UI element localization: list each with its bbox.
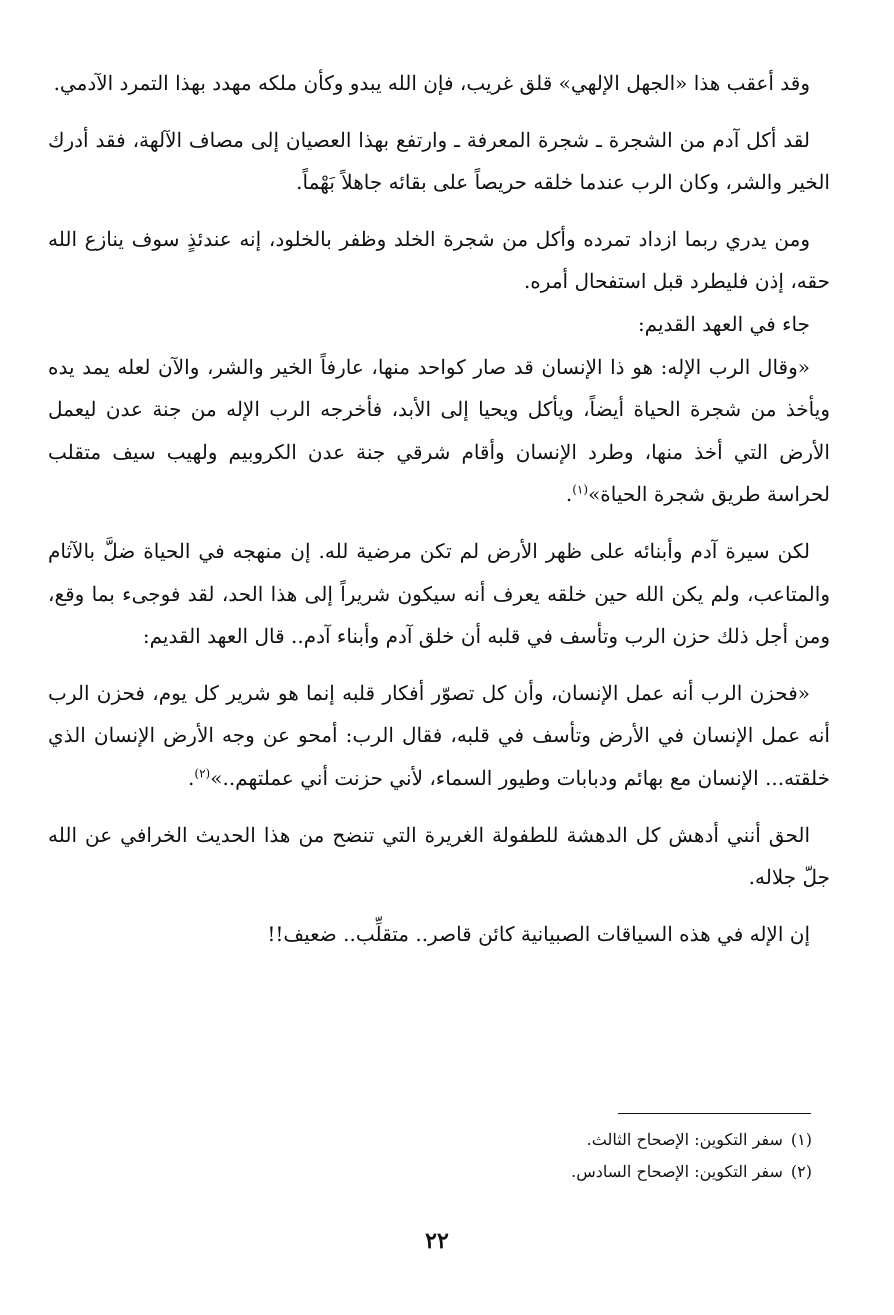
paragraph-4 [48,530,830,658]
paragraph-3-text: ومن يدري ربما ازداد تمرده وأكل من شجرة الخلد وظفر بالخلود، إنه عندئذٍ سوف ينازع الله حقه، إذن فليطرد قبل استفحال أمره. [48,226,830,294]
footnote-2 [300,1156,812,1188]
paragraph-3 [48,218,830,303]
page-body [48,62,830,969]
paragraph-1 [48,62,830,105]
footnote-2-number: (٢) [790,1162,812,1181]
quote-2-text: «فحزن الرب أنه عمل الإنسان، وأن كل تصوّر أفكار قلبه إنما هو شرير كل يوم، فحزن الرب أنه عمل الإنسان في الأرض وتأسف في قلبه، فقال الرب: أمحو عن وجه الأرض الإنسان الذي خلقته... الإنسان مع بهائم ودبابات وطيور السماء، لأني حزنت أني عملتهم..» [48,680,830,790]
quote-intro-1-text: جاء في العهد القديم: [637,311,810,336]
paragraph-6-text: إن الإله في هذه السياقات الصبيانية كائن قاصر.. متقلِّب.. ضعيف!! [267,921,810,946]
footnote-divider [618,1113,811,1114]
paragraph-6 [48,913,830,956]
footnote-1-text: سفر التكوين: الإصحاح الثالث. [586,1130,783,1149]
footnote-ref-1: (١) [572,482,589,497]
paragraph-2-text: لقد أكل آدم من الشجرة ـ شجرة المعرفة ـ وارتفع بهذا العصيان إلى مصاف الآلهة، فقد أدرك الخير والشر، وكان الرب عندما خلقه حريصاً على بقائه جاهلاً بَهْماً. [48,127,830,195]
paragraph-2 [48,119,830,204]
footnote-ref-2: (٢) [194,766,211,781]
paragraph-5 [48,814,830,899]
footnotes [300,1124,812,1188]
paragraph-5-text: الحق أنني أدهش كل الدهشة للطفولة الغريرة التي تنضح من هذا الحديث الخرافي عن الله جلّ جلاله. [48,822,830,890]
quote-1-text: «وقال الرب الإله: هو ذا الإنسان قد صار كواحد منها، عارفاً الخير والشر، والآن لعله يمد يده ويأخذ من شجرة الحياة أيضاً، ويأكل ويحيا إلى الأبد، فأخرجه الرب الإله من جنة عدن ليعمل الأرض التي أخذ منها، وطرد الإنسان وأقام شرقي جنة عدن الكروبيم ولهيب سيف متقلب لحراسة طريق شجرة الحياة» [48,354,830,507]
page-number: ٢٢ [425,1228,449,1254]
quote-2 [48,672,830,800]
footnote-1 [300,1124,812,1156]
paragraph-1-text: وقد أعقب هذا «الجهل الإلهي» قلق غريب، فإن الله يبدو وكأن ملكه مهدد بهذا التمرد الآدمي. [53,71,810,95]
quote-2-period: . [188,765,195,790]
quote-1 [48,346,830,516]
footnote-1-number: (١) [790,1130,812,1149]
footnote-2-text: سفر التكوين: الإصحاح السادس. [571,1162,783,1181]
paragraph-4-text: لكن سيرة آدم وأبنائه على ظهر الأرض لم تكن مرضية لله. إن منهجه في الحياة ضلَّ بالآثام والمتاعب، ولم يكن الله حين خلقه يعرف أنه سيكون شريراً إلى هذا الحد، لقد فوجىء بما وقع، ومن أجل ذلك حزن الرب وتأسف في قلبه أن خلق آدم وأبناء آدم.. قال العهد القديم: [48,538,830,649]
quote-intro-1 [48,303,830,346]
quote-1-period: . [565,482,573,507]
